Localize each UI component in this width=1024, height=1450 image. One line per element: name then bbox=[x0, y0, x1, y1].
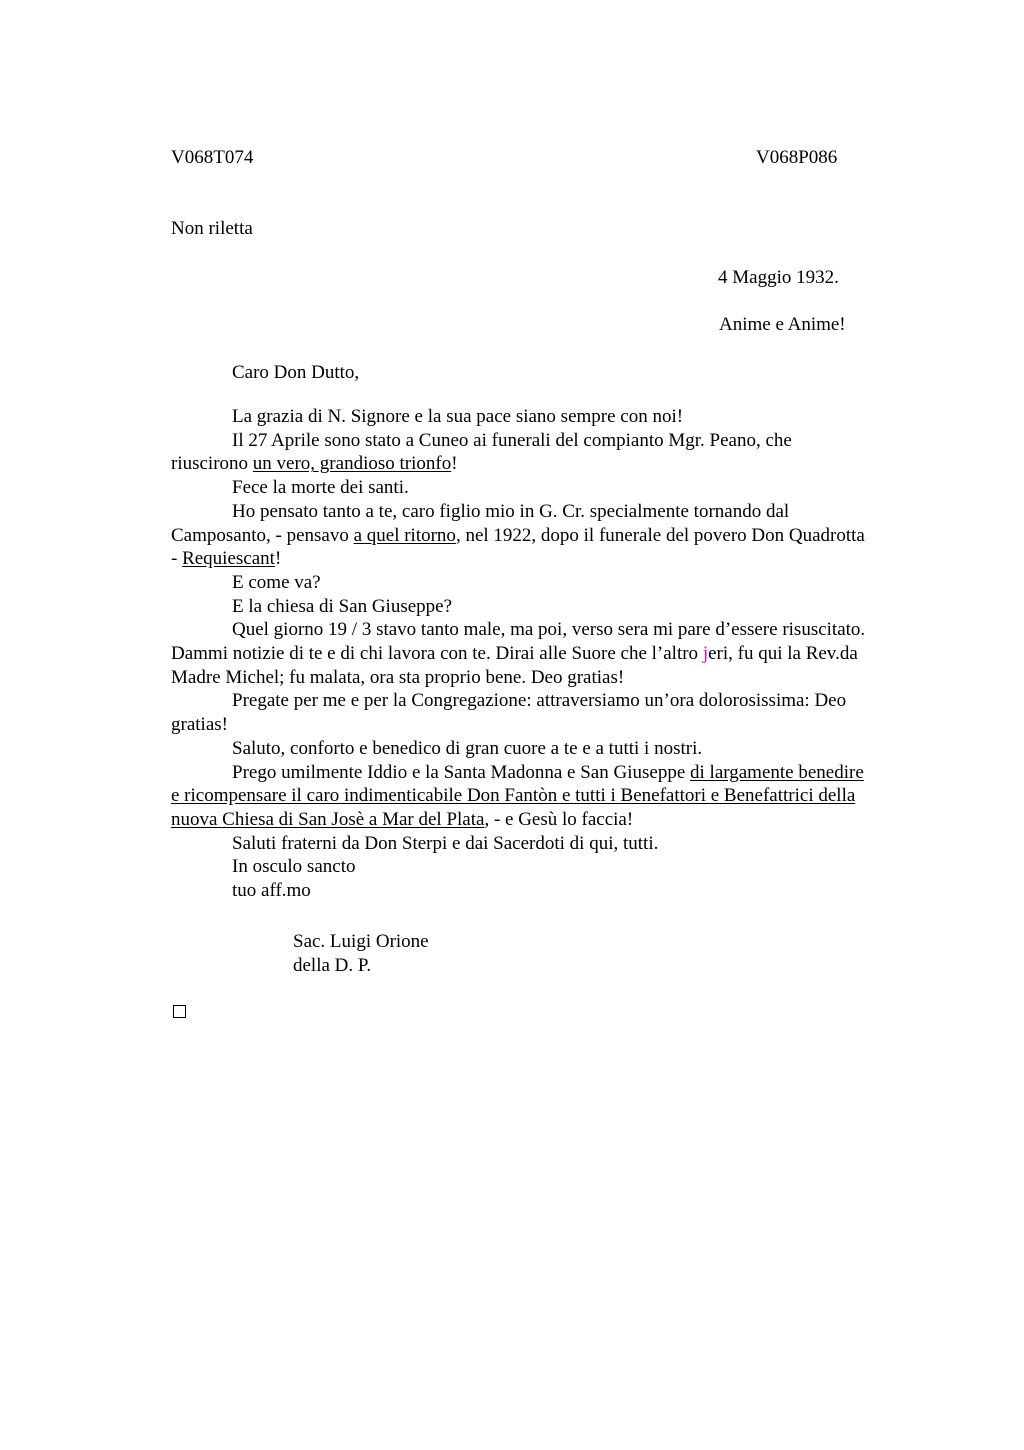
body-line: - Requiescant! bbox=[171, 548, 282, 570]
body-line: nuova Chiesa di San Josè a Mar del Plata, - e Gesù lo faccia! bbox=[171, 808, 634, 830]
body-line: gratias! bbox=[171, 714, 228, 736]
salutation: Caro Don Dutto, bbox=[232, 362, 360, 383]
end-box-icon bbox=[173, 1005, 186, 1018]
body-line: Camposanto, - pensavo a quel ritorno, nel 1922, dopo il funerale del povero Don Quadrotta bbox=[171, 524, 865, 546]
underlined-text: un vero, grandioso trionfo bbox=[252, 453, 452, 475]
body-line: Ho pensato tanto a te, caro figlio mio in G. Cr. specialmente tornando dal bbox=[232, 500, 790, 522]
body-line: Dammi notizie di te e di chi lavora con te. Dirai alle Suore che l’altro jeri, fu qui la Rev.da bbox=[171, 643, 858, 665]
underlined-text: a quel ritorno bbox=[353, 524, 456, 546]
body-line: Prego umilmente Iddio e la Santa Madonna e San Giuseppe di largamente benedire bbox=[232, 761, 864, 783]
underlined-text: nuova Chiesa di San Josè a Mar del Plata bbox=[171, 808, 485, 830]
body-line: In osculo sancto bbox=[232, 856, 356, 878]
body-line: Il 27 Aprile sono stato a Cuneo ai funerali del compianto Mgr. Peano, che bbox=[232, 429, 792, 451]
underlined-text: e ricompensare il caro indimenticabile Don Fantòn e tutti i Benefattori e Benefattrici della bbox=[171, 785, 856, 807]
signature-name: Sac. Luigi Orione bbox=[293, 931, 429, 952]
doc-code-left: V068T074 bbox=[171, 147, 254, 168]
body-line: Pregate per me e per la Congregazione: attraversiamo un’ora dolorosissima: Deo bbox=[232, 690, 847, 712]
body-line: E la chiesa di San Giuseppe? bbox=[232, 595, 453, 617]
letter-date: 4 Maggio 1932. bbox=[718, 267, 839, 288]
body-line: riuscirono un vero, grandioso trionfo! bbox=[171, 453, 458, 475]
underlined-text: di largamente benedire bbox=[690, 761, 864, 783]
letter-body bbox=[171, 405, 931, 903]
review-note: Non riletta bbox=[171, 218, 253, 239]
underlined-text: Requiescant bbox=[182, 548, 275, 570]
highlighted-letter: j bbox=[702, 643, 709, 665]
body-line: Madre Michel; fu malata, ora sta proprio bene. Deo gratias! bbox=[171, 666, 625, 688]
signature-block bbox=[293, 930, 429, 978]
body-line: Saluto, conforto e benedico di gran cuore a te e a tutti i nostri. bbox=[232, 737, 703, 759]
body-line: Saluti fraterni da Don Sterpi e dai Sacerdoti di qui, tutti. bbox=[232, 832, 659, 854]
body-line bbox=[171, 784, 931, 808]
body-line: Fece la morte dei santi. bbox=[232, 477, 409, 499]
letter-motto: Anime e Anime! bbox=[719, 314, 846, 335]
body-line: La grazia di N. Signore e la sua pace siano sempre con noi! bbox=[232, 406, 684, 427]
body-line: Quel giorno 19 / 3 stavo tanto male, ma poi, verso sera mi pare d’essere risuscitato. bbox=[232, 619, 866, 641]
body-line: tuo aff.mo bbox=[232, 880, 311, 902]
signature-title: della D. P. bbox=[293, 955, 372, 976]
body-line: E come va? bbox=[232, 571, 321, 593]
doc-code-right: V068P086 bbox=[756, 147, 838, 168]
